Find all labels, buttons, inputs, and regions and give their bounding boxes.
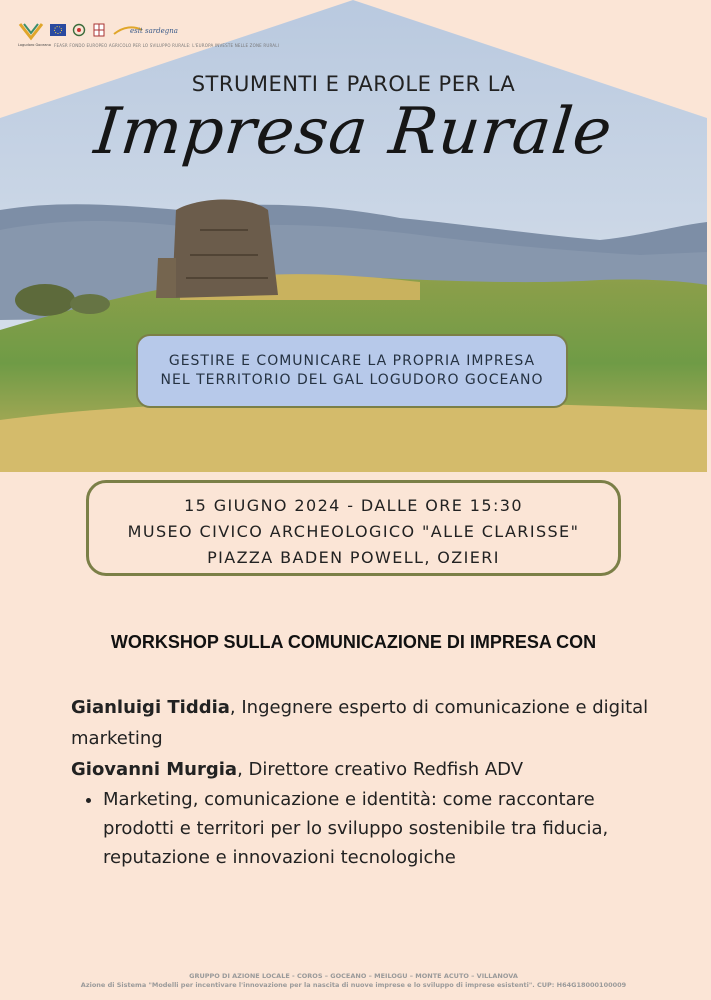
speaker-name: Giovanni Murgia bbox=[71, 759, 238, 780]
subtitle-line-1: GESTIRE E COMUNICARE LA PROPRIA IMPRESA bbox=[168, 353, 536, 369]
footer-line-2: Azione di Sistema "Modelli per incentivare l'innovazione per la nascita di nuove imprese e lo sviluppo di imprese esistenti". CUP: H64G18000100009 bbox=[80, 981, 627, 989]
topics-list bbox=[71, 785, 651, 872]
footer-line-1: GRUPPO DI AZIONE LOCALE - COROS – GOCEANO – MEILOGU – MONTE ACUTO – VILLANOVA bbox=[189, 972, 518, 980]
gal-logo-subtitle: Logudoro Goceano bbox=[18, 43, 51, 47]
event-date-time: 15 GIUGNO 2024 - DALLE ORE 15:30 bbox=[184, 496, 523, 515]
regione-sardegna-emblem-icon bbox=[92, 22, 106, 38]
subtitle-line-2: NEL TERRITORIO DEL GAL LOGUDORO GOCEANO bbox=[160, 372, 544, 388]
event-address: PIAZZA BADEN POWELL, OZIERI bbox=[207, 548, 500, 567]
page-title: Impresa Rurale bbox=[90, 95, 617, 169]
svg-text:esit sardegna: esit sardegna bbox=[130, 27, 178, 35]
partner-logos bbox=[18, 18, 280, 50]
speaker-name: Gianluigi Tiddia bbox=[71, 697, 230, 718]
speaker-role: , Direttore creativo Redfish ADV bbox=[237, 759, 524, 780]
topic-item: • Marketing, comunicazione e identità: come raccontare prodotti e territori per lo sviluppo sostenibile tra fiducia, reputazione e innovazioni tecnologiche bbox=[103, 785, 651, 872]
event-details-box bbox=[86, 480, 621, 576]
speaker-item bbox=[71, 754, 651, 785]
italian-republic-emblem-icon bbox=[72, 22, 86, 38]
speaker-role: , Ingegnere esperto di comunicazione e digital marketing bbox=[71, 697, 649, 749]
workshop-heading: WORKSHOP SULLA COMUNICAZIONE DI IMPRESA CON bbox=[110, 632, 597, 652]
gal-logo-icon bbox=[18, 20, 44, 40]
speakers-section bbox=[71, 692, 651, 872]
kicker-heading: STRUMENTI E PAROLE PER LA bbox=[191, 72, 516, 96]
footer bbox=[0, 972, 707, 990]
event-venue: MUSEO CIVICO ARCHEOLOGICO "ALLE CLARISSE" bbox=[127, 522, 580, 541]
subtitle-box bbox=[136, 334, 568, 408]
hero-landscape bbox=[0, 0, 707, 472]
logos-caption: FEASR FONDO EUROPEO AGRICOLO PER LO SVILUPPO RURALE: L'EUROPA INVESTE NELLE ZONE RURALI bbox=[54, 43, 280, 48]
speaker-item bbox=[71, 692, 651, 754]
esit-sardegna-logo-icon bbox=[112, 20, 178, 40]
eu-flag-icon bbox=[50, 24, 66, 36]
